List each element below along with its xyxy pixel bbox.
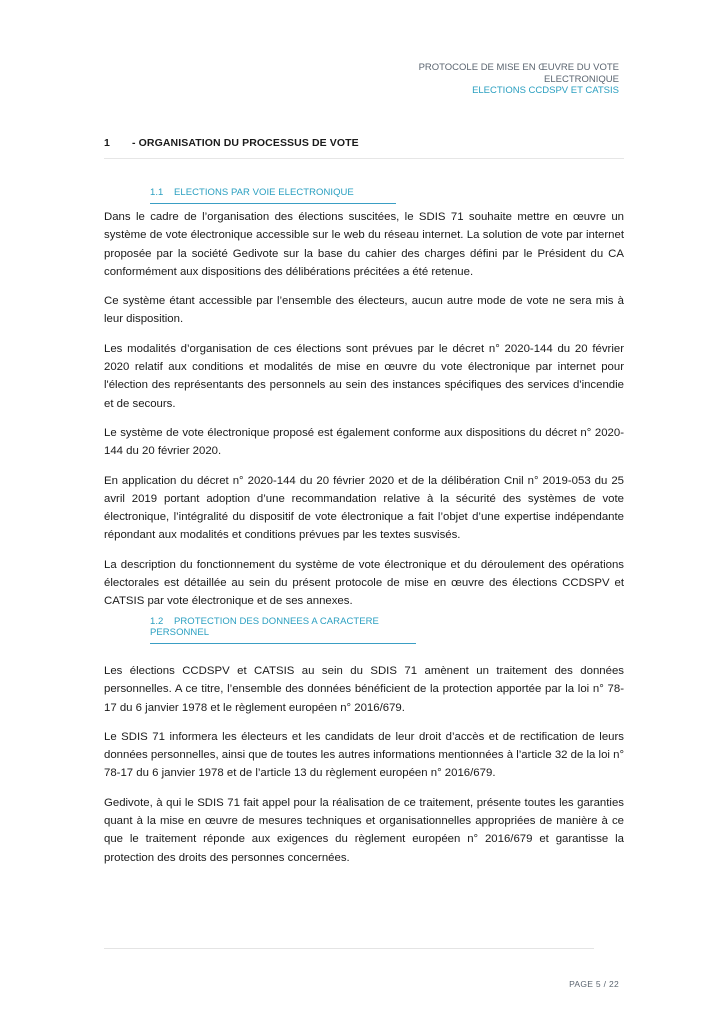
paragraph: Gedivote, à qui le SDIS 71 fait appel pour la réalisation de ce traitement, présente toutes les garanties quant à la mise en œuvre de mesures techniques et organisationnelles appropriées de manière à ce que le traitement réponde aux exigences du règlement européen n° 2016/679 et garantisse la protection des droits des personnes concernées. [104,796,624,864]
section-heading [104,137,624,159]
page-number: PAGE 5 / 22 [569,979,619,989]
paragraph: Les modalités d’organisation de ces élections sont prévues par le décret n° 2020-144 du 20 février 2020 relatif aux conditions et modalités de mise en œuvre du vote électronique par internet pour l'élection des représentants des personnels au sein des instances spécifiques des services d'incendie et de secours. [104,342,624,410]
paragraph: En application du décret n° 2020-144 du 20 février 2020 et de la délibération Cnil n° 2019-053 du 25 avril 2019 portant adoption d’une recommandation relative à la sécurité des systèmes de vote électronique, l’intégralité du dispositif de vote électronique a fait l’objet d’une expertise indépendante répondant aux modalités et conditions prévues par les textes susvisés. [104,474,624,542]
subsection-heading-1-1 [150,187,396,204]
paragraph: Dans le cadre de l’organisation des élections suscitées, le SDIS 71 souhaite mettre en œuvre un système de vote électronique accessible sur le web du réseau internet. La solution de vote par internet proposée par la société Gedivote sur la base du cahier des charges défini par le Président du CA conformément aux dispositions des délibérations précitées a été retenue. [104,211,624,278]
paragraph: Le SDIS 71 informera les électeurs et les candidats de leur droit d’accès et de rectification de leurs données personnelles, ainsi que de toutes les autres informations mentionnées à l’article 32 de la loi n° 78-17 du 6 janvier 1978 et de l’article 13 du règlement européen n° 2016/679. [104,730,624,780]
footer-divider [104,948,594,949]
subsection-title: PROTECTION DES DONNEES A CARACTERE PERSONNEL [150,616,379,638]
paragraph: Ce système étant accessible par l’ensemble des électeurs, aucun autre mode de vote ne sera mis à leur disposition. [104,295,624,326]
running-header [419,62,619,97]
header-line-2: ELECTRONIQUE [544,73,619,85]
header-line-3: ELECTIONS CCDSPV ET CATSIS [472,85,619,96]
subsection-title: ELECTIONS PAR VOIE ELECTRONIQUE [174,187,354,198]
subsection-heading-1-2 [150,616,416,644]
subsection-number: 1.1 [150,187,164,198]
paragraph: La description du fonctionnement du système de vote électronique et du déroulement des opérations électorales est détaillée au sein du présent protocole de mise en œuvre des élections CCDSPV et CATSIS par vote électronique et de ses annexes. [104,558,624,608]
subsection-body-1-1 [104,208,624,622]
subsection-body-1-2 [104,662,624,878]
section-title: - ORGANISATION DU PROCESSUS DE VOTE [132,137,359,149]
header-line-1: PROTOCOLE DE MISE EN ŒUVRE DU VOTE [418,62,619,73]
paragraph: Les élections CCDSPV et CATSIS au sein du SDIS 71 amènent un traitement des données personnelles. A ce titre, l’ensemble des données bénéficient de la protection apportée par la loi n° 78-17 du 6 janvier 1978 et le règlement européen n° 2016/679. [104,665,624,714]
subsection-number: 1.2 [150,616,164,627]
section-number: 1 [104,137,110,149]
paragraph: Le système de vote électronique proposé est également conforme aux dispositions du décret n° 2020-144 du 20 février 2020. [104,426,624,458]
